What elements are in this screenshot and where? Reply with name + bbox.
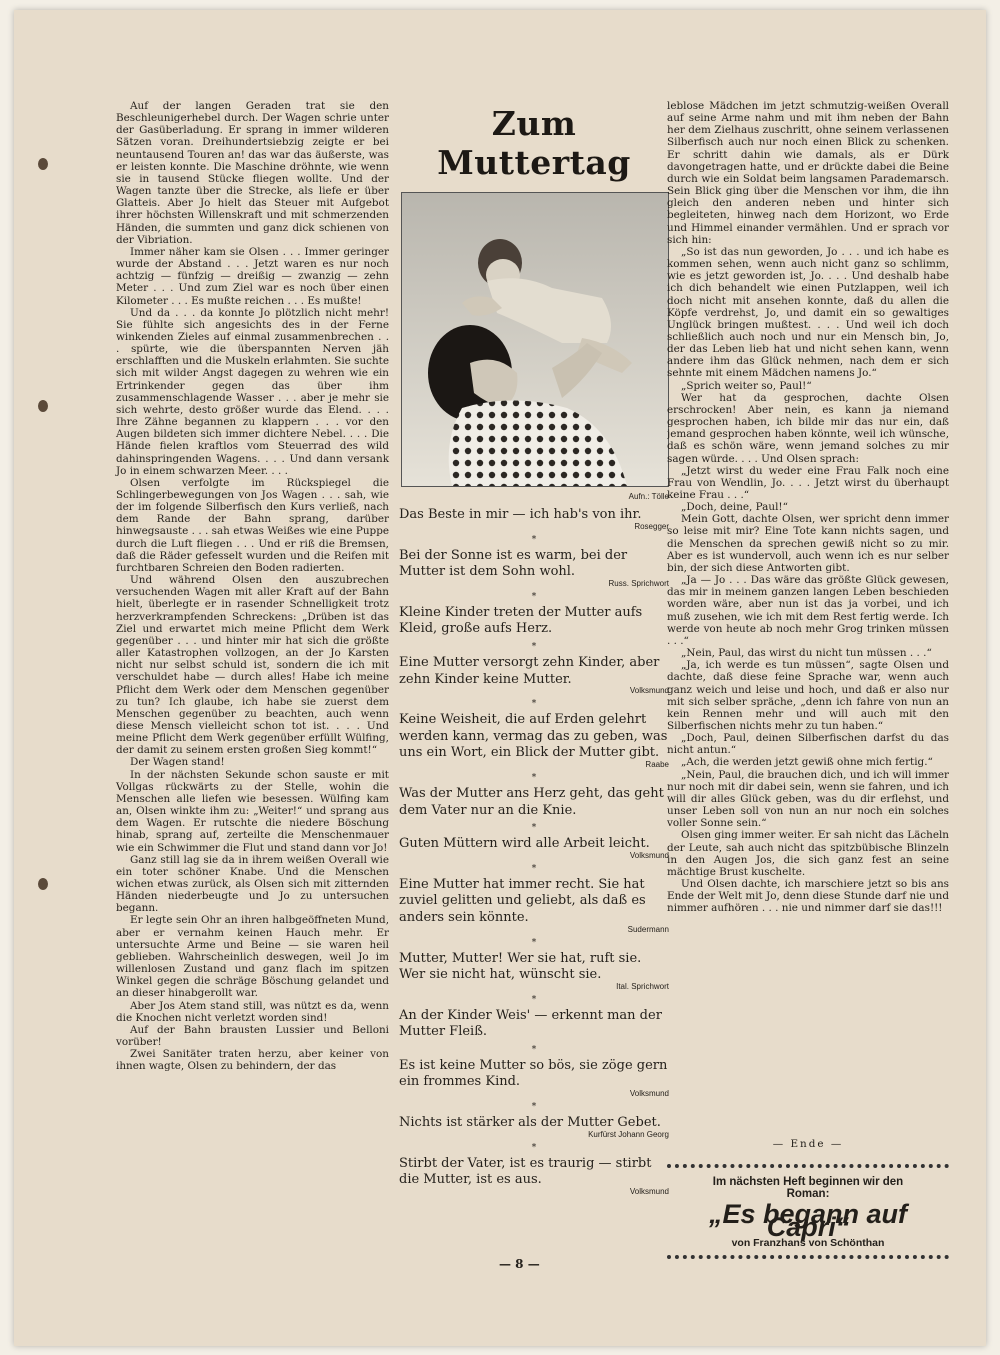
ad-novel-title: „Es begann auf Capri“	[708, 1199, 908, 1242]
quote-text: Es ist keine Mutter so bös, sie zöge gern ein frommes Kind.	[399, 1057, 668, 1090]
quote-block	[399, 507, 669, 531]
quote-source: Ital. Sprichwort	[616, 981, 669, 991]
paragraph: Der Wagen stand!	[130, 756, 225, 769]
quote-block	[399, 712, 669, 769]
paragraph: Wer hat da gesprochen, dachte Olsen erschrocken! Aber nein, es kann ja niemand gesprochen haben, ich bilde mir das nur ein, daß jemand gesprochen haben könnte, weil ich wünsche, daß es schön wäre, wenn jemand solches zu mir sagen würde. . . . Und Olsen sprach:	[667, 391, 949, 465]
quote-text: Bei der Sonne ist es warm, bei der Mutter ist dem Sohn wohl.	[399, 547, 628, 580]
right-column-text	[667, 100, 949, 1130]
quote-text: Das Beste in mir — ich hab's von ihr.	[399, 507, 642, 522]
quote-text: Kleine Kinder treten der Mutter aufs Kleid, große aufs Herz.	[399, 604, 643, 637]
newspaper-page	[14, 10, 986, 1346]
quote-text: Eine Mutter versorgt zehn Kinder, aber zehn Kinder keine Mutter.	[399, 654, 660, 687]
quote-text: Eine Mutter hat immer recht. Sie hat zuviel gelitten und geliebt, als daß es anders sein könnte.	[399, 876, 646, 925]
paragraph: Olsen verfolgte im Rückspiegel die Schlingerbewegungen von Jos Wagen . . . sah, wie der im folgende Silberfisch den Kurs verließ, nach dem Rande der Bahn sprang, darüber hinwegsauste . . . sah etwas Weißes wie eine Puppe durch die Luft fliegen . . . Und er riß die Bremsen, daß die Räder gefesselt wurden und die Reifen mit furchtbaren Schreien den Boden radierten.	[116, 476, 389, 574]
star-separator: *	[531, 823, 537, 834]
quote-source: Kurfürst Johann Georg	[588, 1129, 669, 1139]
quote-block	[399, 548, 669, 588]
paragraph: „Jetzt wirst du weder eine Frau Falk noch eine Frau von Wendlin, Jo. . . . Jetzt wirst du überhaupt keine Frau . . .“	[667, 464, 949, 501]
paragraph: Und während Olsen den auszubrechen versuchenden Wagen mit aller Kraft auf der Bahn hielt, überlegte er in rasender Schnelligkeit trotz herzverkrampfenden Schreckens: „Drüben ist das Ziel und erwartet mich meine Pflicht dem Werk gegenüber . . . und hinter mir hat sich die größte aller Katastrophen vollzogen, an der Jo Karsten nicht nur selbst schuld ist, sondern die ich mit verschuldet habe — durch alles! Habe ich meine Pflicht dem Werk oder dem Menschen gegenüber zu tun? Ich glaube, ich habe sie zuerst dem Menschen gegenüber zu beachten, auch wenn diese Mensch vielleicht schon tot ist. . . . Und meine Pflicht dem Werk gegenüber erfüllt Wülfing, der damit zu seinem ersten großen Sieg kommt!“	[116, 574, 389, 757]
quote-source: Volksmund	[629, 1186, 669, 1196]
paragraph: „Nein, Paul, das wirst du nicht tun müssen . . .“	[681, 647, 932, 660]
quote-block	[399, 1058, 669, 1098]
end-mark: — Ende —	[772, 1138, 844, 1150]
quote-block	[399, 836, 669, 860]
paragraph: Und da . . . da konnte Jo plötzlich nicht mehr! Sie fühlte sich angesichts des in der Ferne winkenden Zieles auf einmal zusammenbrechen . . . spürte, wie die überspannten Nerven jäh erschlafften und die Muskeln erlahmten. Sie suchte sich mit wilder Angst dagegen zu wehren wie ein Ertrinkender gegen das über ihm zusammenschlagende Wasser . . . aber je mehr sie sich wehrte, desto größer wurde das Elend. . . . Ihre Zähne begannen zu klappern . . . vor den Augen bildeten sich immer dichtere Nebel. . . . Die Hände fielen kraftlos vom Steuerrad des wild dahinspringenden Wagens. . . . Und dann versank Jo in einem schwarzen Meer. . . .	[116, 306, 389, 477]
star-separator: *	[531, 937, 537, 948]
page-number: — 8 —	[499, 1257, 540, 1271]
paragraph: „Doch, Paul, deinen Silberfischen darfst du das nicht antun.“	[667, 732, 949, 757]
paragraph: Er legte sein Ohr an ihren halbgeöffneten Mund, aber er vernahm keinen Hauch mehr. Er untersuchte Arme und Beine — sie waren heil geblieben. Wahrscheinlich deswegen, weil Jo im willenlosen Zustand und ganz flach im spitzen Winkel gegen die schräge Böschung gelandet und an dieser hinabgerollt war.	[116, 914, 389, 1000]
paragraph: Mein Gott, dachte Olsen, wer spricht denn immer so leise mit mir? Eine Tote kann nichts sagen, und die Menschen da sprechen gewiß nicht so zu mir. Aber es ist wundervoll, auch wenn ich es nur selber bin, der sich diese Antworten gibt.	[667, 513, 949, 574]
quote-text: Guten Müttern wird alle Arbeit leicht.	[399, 836, 650, 852]
quote-source: Volksmund	[629, 1089, 669, 1099]
punch-hole	[38, 400, 48, 412]
paragraph: „Ja, ich werde es tun müssen“, sagte Olsen und dachte, daß diese feine Sprache war, wenn auch ganz weich und leise und hoch, und daß er also nur mit sich selber spräche, „denn ich fahre von nun an kein Rennen mehr und will auch mit den Silberfischen nichts mehr zu tun haben.“	[667, 659, 949, 732]
paragraph: leblose Mädchen im jetzt schmutzig-weißen Overall auf seine Arme nahm und mit ihm neben der Bahn her dem Zielhaus zuschritt, ohne seinem verlassenen Silberfisch auch nur noch einen Blick zu schenken. Er schritt dahin wie damals, als er Dürk davongetragen hatte, und er drückte dabei die Beine durch wie ein Soldat beim langsamen Parademarsch. Sein Blick ging über die Menschen vor ihm, die ihn gleich den anderen neben und hinter sich begleiteten, hinweg nach dem Horizont, wo Erde und Himmel einander vermählen. Und er sprach vor sich hin:	[667, 100, 949, 246]
paragraph: Olsen ging immer weiter. Er sah nicht das Lächeln der Leute, sah auch nicht das spitzbübische Blinzeln in den Augen Jos, die sich ganz fest an seine mächtige Brust kuschelte.	[667, 829, 949, 878]
quote-block	[399, 605, 669, 638]
punch-hole	[38, 878, 48, 890]
paragraph: In der nächsten Sekunde schon sauste er mit Vollgas rückwärts zu der Stelle, wohin die Menschen alle liefen wie besessen. Wülfing kam an, Olsen winkte ihm zu: „Weiter!“ und sprang aus dem Wagen. Er rutschte die niedere Böschung hinab, sprang auf, zerteilte die Menschenmauer wie ein Schwimmer die Flut und stand dann vor Jo!	[116, 768, 389, 854]
quote-source: Volksmund	[629, 686, 669, 696]
paragraph: Ganz still lag sie da in ihrem weißen Overall wie ein toter schöner Knabe. Und die Menschen wichen etwas zurück, als Olsen sich mit zitternden Händen niederbeugte und Jo zu untersuchen begann.	[116, 853, 389, 915]
paragraph: Zwei Sanitäter traten herzu, aber keiner von ihnen wagte, Olsen zu behindern, der das	[116, 1048, 389, 1073]
ad-intro-roman: Roman:	[786, 1188, 830, 1201]
star-separator: *	[531, 534, 537, 545]
star-separator: *	[531, 772, 537, 783]
paragraph: „Nein, Paul, die brauchen dich, und ich will immer nur noch mit dir dabei sein, wenn sie fahren, und ich will dir alles Glück geben, was du dir erflehst, und unser Leben soll von nun an nur noch ein solches voller Sonne sein.“	[667, 768, 949, 830]
quote-block	[399, 951, 669, 991]
paragraph: „So ist das nun geworden, Jo . . . und ich habe es kommen sehen, wenn auch nicht ganz so schlimm, wie es jetzt geworden ist, Jo. . . . Und deshalb habe ich dich behandelt wie einen Putzlappen, weil ich doch nicht mit ansehen konnte, daß du allen die Köpfe verdrehst, Jo, und damit ein so gewaltiges Unglück bringen mußtest. . . . Und weil ich doch schließlich auch noch und nur ein Mensch bin, Jo, der das Leben lieb hat und nicht sehen kann, wenn andere ihm das Glück nehmen, nach dem er sich sehnte mit einem Mädchen namens Jo.“	[667, 245, 949, 380]
paragraph: „Doch, deine, Paul!“	[681, 501, 788, 514]
paragraph: Immer näher kam sie Olsen . . . Immer geringer wurde der Abstand . . . Jetzt waren es nur noch achtzig — fünfzig — dreißig — zwanzig — zehn Meter . . . Und zum Ziel war es noch über einen Kilometer . . . Es mußte reichen . . . Es mußte!	[116, 245, 389, 307]
quote-source: Raabe	[645, 759, 669, 769]
star-separator: *	[531, 994, 537, 1005]
quote-text: An der Kinder Weis' — erkennt man der Mutter Fleiß.	[399, 1007, 662, 1040]
star-separator: *	[531, 1102, 537, 1113]
quote-source: Sudermann	[627, 924, 669, 934]
ad-intro: Im nächsten Heft beginnen wir den	[712, 1176, 904, 1189]
right-column	[667, 100, 949, 1259]
paragraph: „Sprich weiter so, Paul!“	[681, 379, 812, 392]
star-separator: *	[531, 863, 537, 874]
quote-text: Nichts ist stärker als der Mutter Gebet.	[399, 1115, 661, 1131]
ad-author: von Franzhans von Schönthan	[731, 1236, 885, 1249]
quote-block	[399, 655, 669, 695]
star-separator: *	[531, 699, 537, 710]
punch-hole	[38, 158, 48, 170]
star-separator: *	[531, 1142, 537, 1153]
quote-source: Volksmund	[629, 850, 669, 860]
mother-and-child-photo	[401, 192, 669, 487]
star-separator: *	[531, 1044, 537, 1055]
quote-text: Was der Mutter ans Herz geht, das geht dem Vater nur an die Knie.	[399, 785, 664, 818]
quote-block	[399, 1115, 669, 1139]
paragraph: Und Olsen dachte, ich marschiere jetzt so bis ans Ende der Welt mit Jo, denn diese Stunde darf nie und nimmer aufhören . . . nie und nimmer darf sie das!!!	[667, 878, 949, 915]
left-column	[116, 100, 389, 1073]
next-issue-advertisement	[667, 1164, 949, 1259]
photo-credit: Aufn.: Tölle	[628, 492, 669, 501]
paragraph: Auf der Bahn brausten Lussier und Belloni vorüber!	[116, 1023, 389, 1049]
quote-block	[399, 1156, 669, 1196]
quote-block	[399, 877, 669, 934]
quote-text: Keine Weisheit, die auf Erden gelehrt werden kann, vermag das zu geben, was uns ein Wort, ein Blick der Mutter gibt.	[399, 712, 668, 761]
center-column	[399, 100, 669, 1200]
paragraph: Auf der langen Geraden trat sie den Beschleunigerhebel durch. Der Wagen schrie unter der Gasüberladung. Er sprang in immer wilderen Sätzen voran. Dreihundertsiebzig zeigte er bei neuntausend Touren an! das war das äußerste, was er leisten konnte. Die Maschine dröhnte, wie wenn sie in tausend Stücke fliegen wollte. Und der Wagen tanzte über die Strecke, als liefe er über Glatteis. Aber Jo hielt das Steuer mit Aufgebot ihrer höchsten Willenskraft und mit schmerzenden Händen, die summten und ganz dick schienen von der Vibriation.	[116, 100, 389, 246]
quote-block	[399, 786, 669, 819]
paragraph: Aber Jos Atem stand still, was nützt es da, wenn die Knochen nicht verletzt worden sind!	[116, 999, 389, 1024]
quote-block	[399, 1008, 669, 1041]
photo-illustration	[402, 193, 668, 486]
paragraph: „Ja — Jo . . . Das wäre das größte Glück gewesen, das mir in meinem ganzen langen Leben beschieden worden wäre, aber nun ist das ja vorbei, und ich muß zusehen, wie ich mit dem Rest fertig werde. Ich werde von heute ab noch mehr Grog trinken müssen . . .“	[667, 574, 949, 647]
star-separator: *	[531, 641, 537, 652]
quote-source: Rosegger	[634, 521, 669, 531]
quote-source: Russ. Sprichwort	[608, 578, 669, 588]
star-separator: *	[531, 591, 537, 602]
paragraph: „Ach, die werden jetzt gewiß ohne mich fertig.“	[681, 756, 933, 769]
quote-text: Mutter, Mutter! Wer sie hat, ruft sie. Wer sie nicht hat, wünscht sie.	[399, 950, 642, 983]
section-title: Zum Muttertag	[437, 104, 631, 182]
quote-text: Stirbt der Vater, ist es traurig — stirbt die Mutter, ist es aus.	[399, 1155, 652, 1188]
